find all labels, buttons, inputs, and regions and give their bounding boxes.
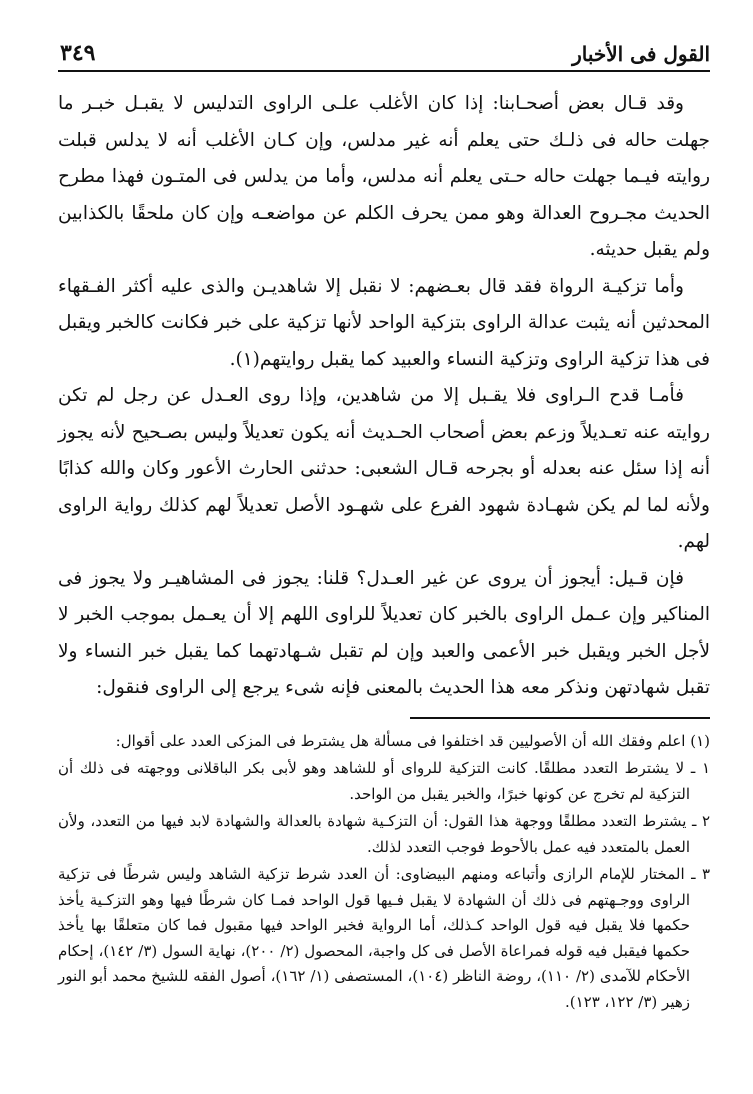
paragraph: فإن قـيل: أيجوز أن يروى عن غير العـدل؟ قلنا: يجوز فى المشاهيـر ولا يجوز فى المناكير وإن عـمل الراوى بالخبر كان تعديلاً للراوى اللهم إلا أن يعـمل بموجب الخبر لا لأجل الخبر ويقبل خبر الأعمى والعبد وإن لم تقبل شـهادتهما كما يقبل خبر النساء ولا تقبل شهادتهن ونذكر معه هذا الحديث بالمعنى فإنه شىء يرجع إلى الراوى فنقول:	[58, 567, 710, 698]
paragraph: فأمـا قدح الـراوى فلا يقـبل إلا من شاهدين، وإذا روى العـدل عن رجل لم تكن روايته عنه تعـديلاً وزعم بعض أصحاب الحـديث أنه يكون تعديلاً وليس بصـحيح لأنه يجوز أنه إذا سئل عنه بعدله أو بجرحه قـال الشعبى: حدثنى الحارث الأعور وكان والله كذابًا ولأنه لما لم يكن شهـادة شهود الفرع على شهـود الأصل تعديلاً لهم كذلك رواية الراوى لهم.	[58, 385, 710, 552]
main-text	[58, 86, 710, 707]
footnotes	[58, 729, 710, 1016]
footnote-intro: (١) اعلم وفقك الله أن الأصوليين قد اختلفوا فى مسألة هل يشترط فى المزكى العدد على أقوال:	[115, 731, 710, 750]
footnote-divider	[410, 717, 710, 719]
footnote-item: ١ ـ لا يشترط التعدد مطلقًا. كانت التزكية للرواى أو للشاهد وهو لأبى بكر الباقلانى ووجهته فى ذلك أن التزكية لم تخرج عن كونها خبرًا، والخبر يقبل من الواحد.	[58, 759, 710, 803]
running-header	[58, 40, 710, 72]
page-number: ٣٤٩	[60, 40, 96, 66]
running-title: القول فى الأخبار	[572, 42, 710, 66]
paragraph: وقد قـال بعض أصحـابنا: إذا كان الأغلب علـى الراوى التدليس لا يقبـل خبـر ما جهلت حاله فى ذلـك حتى يعلم أنه غير مدلس، وإن كـان الأغلب أنه لا يدلس قبلت روايته فيـما جهلت حاله حـتى يعلم أنه مدلس، وأما من يدلس فى المتـون فهذا مطرح الحديث مجـروح العدالة وهو ممن يحرف الكلم عن مواضعـه وإن كان ملحقًا بالكذابين ولم يقبل حديثه.	[58, 93, 710, 260]
footnote-item: ٣ ـ المختار للإمام الرازى وأتباعه ومنهم البيضاوى: أن العدد شرط تزكية الشاهد وليس شرطًا فى تزكية الراوى ووجـهتهم فى ذلك أن الشهادة لا يقبل فـيها قول الواحد فمـا كان شرطًا فيها وهو التزكـية يأخذ حكمها فلا يقبل فيه قول الواحد كـذلك، أما الرواية فخبر الواحد فيها مقبول فما كان متعلقًا بها يأخذ حكمها فيقبل فيه قوله فمراعاة الأصل فى كل واجبة، المحصول (٢/ ٢٠٠)، نهاية السول (٣/ ١٤٢)، إحكام الأحكام للآمدى (٢/ ١١٠)، روضة الناظر (١٠٤)، المستصفى (١/ ١٦٢)، أصول الفقه للشيخ محمد أبو النور زهير (٣/ ١٢٢، ١٢٣).	[58, 865, 710, 1011]
book-page	[58, 40, 710, 1017]
footnote-item: ٢ ـ يشترط التعدد مطلقًا ووجهة هذا القول: أن التزكـية شهادة بالعدالة والشهادة لابد فيها من التعدد، ولأن العمل بالمتعدد فيه عمل بالأحوط فوجب التعدد لذلك.	[58, 812, 710, 856]
paragraph: وأما تزكيـة الرواة فقد قال بعـضهم: لا نقبل إلا شاهديـن والذى عليه أكثر الفـقهاء المحدثين أنه يثبت عدالة الراوى بتزكية الواحد لأنها تزكية على خبر فكانت كالخبر ويقبل فى هذا تزكية الراوى وتزكية النساء والعبيد كما يقبل روايتهم(١).	[58, 275, 710, 370]
